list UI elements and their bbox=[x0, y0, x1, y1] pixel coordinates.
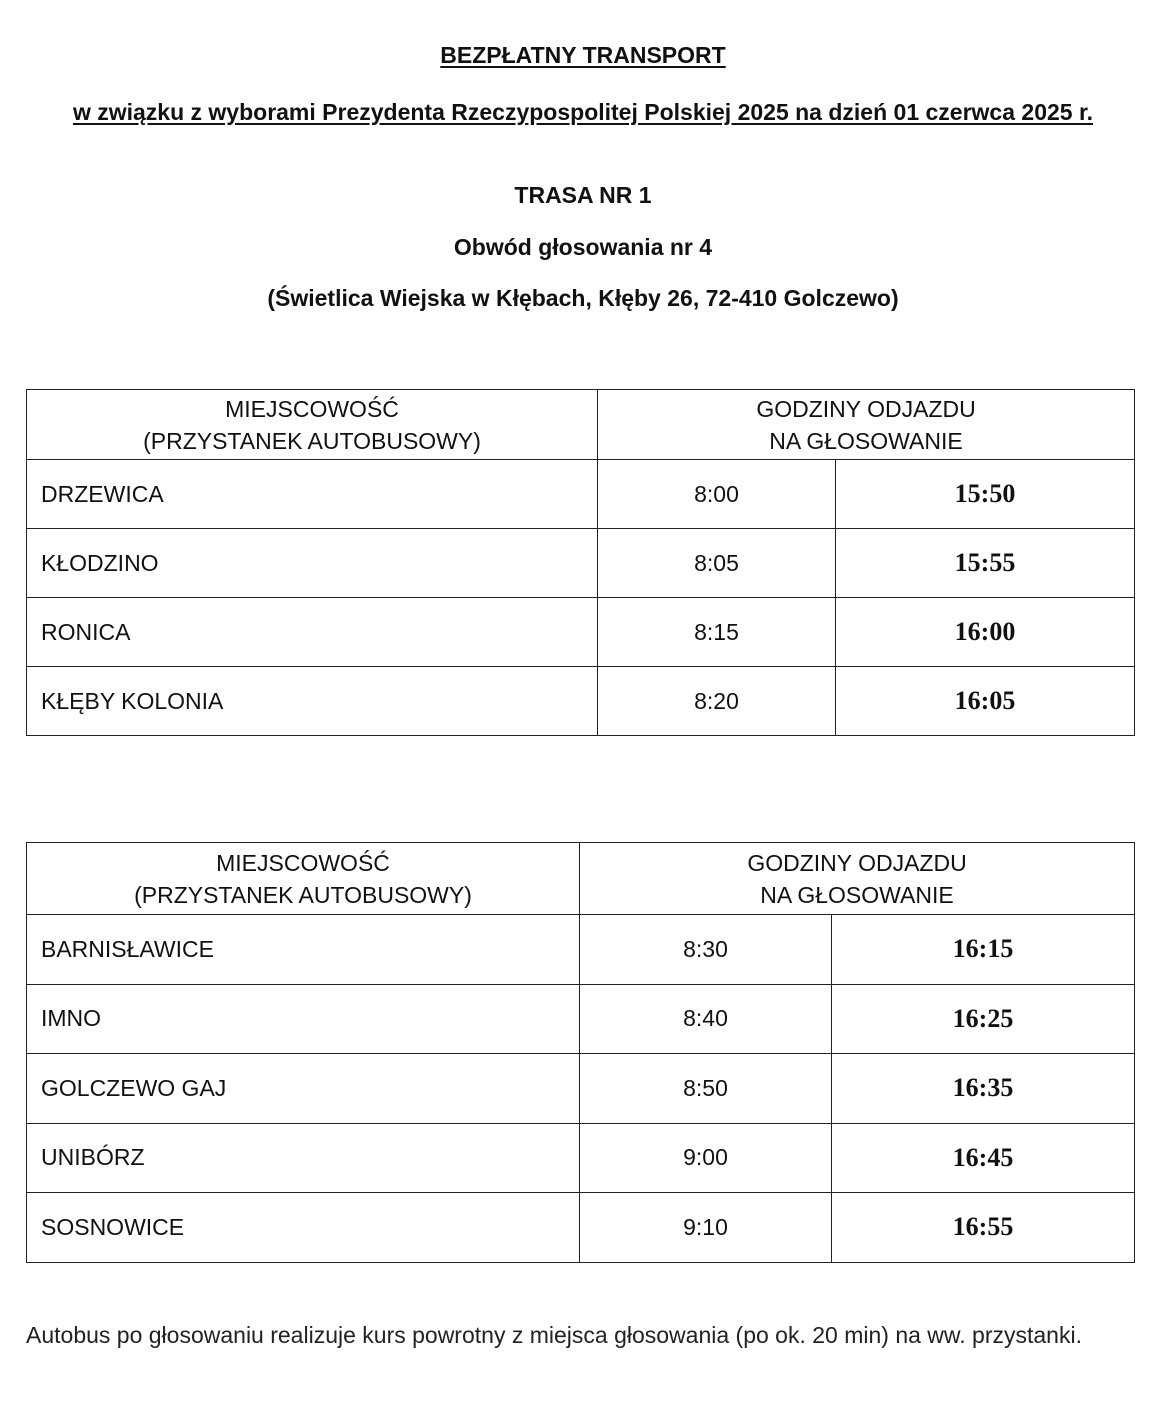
afternoon-departure-cell: 16:15 bbox=[832, 915, 1135, 985]
afternoon-departure-cell: 16:45 bbox=[832, 1123, 1135, 1193]
place-column-header: MIEJSCOWOŚĆ (PRZYSTANEK AUTOBUSOWY) bbox=[27, 390, 598, 460]
return-trip-note: Autobus po głosowaniu realizuje kurs powrotny z miejsca głosowania (po ok. 20 min) na ww. przystanki. bbox=[26, 1322, 1082, 1348]
morning-departure-cell: 8:00 bbox=[598, 460, 836, 529]
stop-name-cell: RONICA bbox=[27, 598, 598, 667]
document-title: BEZPŁATNY TRANSPORT bbox=[440, 42, 726, 68]
morning-departure-cell: 8:40 bbox=[580, 984, 832, 1054]
table-header-row bbox=[27, 390, 1135, 460]
table-row bbox=[27, 598, 1135, 667]
stop-name-cell: KŁĘBY KOLONIA bbox=[27, 667, 598, 736]
table-row bbox=[27, 529, 1135, 598]
table-row bbox=[27, 1193, 1135, 1263]
schedule-rows bbox=[27, 915, 1135, 1263]
route-number: TRASA NR 1 bbox=[514, 182, 652, 208]
table-header-row bbox=[27, 843, 1135, 915]
schedule-table-1 bbox=[26, 389, 1135, 736]
table-row bbox=[27, 667, 1135, 736]
morning-departure-cell: 8:15 bbox=[598, 598, 836, 667]
stop-name-cell: BARNISŁAWICE bbox=[27, 915, 580, 985]
morning-departure-cell: 8:30 bbox=[580, 915, 832, 985]
morning-departure-cell: 9:10 bbox=[580, 1193, 832, 1263]
table-row bbox=[27, 1123, 1135, 1193]
stop-name-cell: DRZEWICA bbox=[27, 460, 598, 529]
stop-name-cell: IMNO bbox=[27, 984, 580, 1054]
afternoon-departure-cell: 16:00 bbox=[836, 598, 1135, 667]
schedule-rows bbox=[27, 460, 1135, 736]
document-subtitle: w związku z wyborami Prezydenta Rzeczypospolitej Polskiej 2025 na dzień 01 czerwca 2025 r. bbox=[72, 99, 1094, 125]
departure-column-header: GODZINY ODJAZDU NA GŁOSOWANIE bbox=[598, 390, 1135, 460]
afternoon-departure-cell: 16:55 bbox=[832, 1193, 1135, 1263]
departure-column-header: GODZINY ODJAZDU NA GŁOSOWANIE bbox=[580, 843, 1135, 915]
voting-district: Obwód głosowania nr 4 bbox=[453, 234, 713, 260]
table-row bbox=[27, 460, 1135, 529]
morning-departure-cell: 8:20 bbox=[598, 667, 836, 736]
polling-address: (Świetlica Wiejska w Kłębach, Kłęby 26, 72-410 Golczewo) bbox=[267, 285, 899, 311]
table-row bbox=[27, 984, 1135, 1054]
stop-name-cell: UNIBÓRZ bbox=[27, 1123, 580, 1193]
stop-name-cell: SOSNOWICE bbox=[27, 1193, 580, 1263]
table-row bbox=[27, 915, 1135, 985]
afternoon-departure-cell: 16:35 bbox=[832, 1054, 1135, 1124]
schedule-table-2 bbox=[26, 842, 1135, 1263]
table-row bbox=[27, 1054, 1135, 1124]
stop-name-cell: GOLCZEWO GAJ bbox=[27, 1054, 580, 1124]
afternoon-departure-cell: 16:25 bbox=[832, 984, 1135, 1054]
afternoon-departure-cell: 16:05 bbox=[836, 667, 1135, 736]
morning-departure-cell: 8:50 bbox=[580, 1054, 832, 1124]
afternoon-departure-cell: 15:55 bbox=[836, 529, 1135, 598]
afternoon-departure-cell: 15:50 bbox=[836, 460, 1135, 529]
morning-departure-cell: 8:05 bbox=[598, 529, 836, 598]
morning-departure-cell: 9:00 bbox=[580, 1123, 832, 1193]
place-column-header: MIEJSCOWOŚĆ (PRZYSTANEK AUTOBUSOWY) bbox=[27, 843, 580, 915]
stop-name-cell: KŁODZINO bbox=[27, 529, 598, 598]
